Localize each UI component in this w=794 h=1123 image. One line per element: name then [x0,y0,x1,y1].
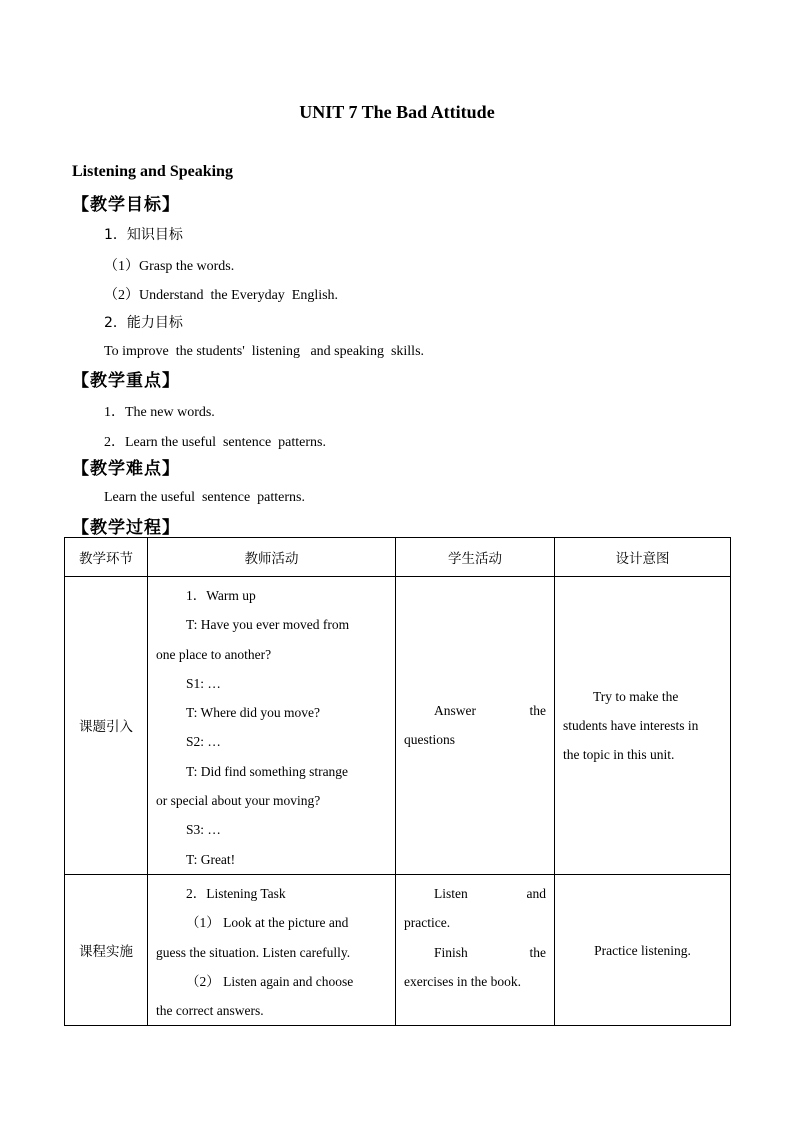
table-row [65,577,731,875]
text-word: Finish [434,944,468,960]
difficulties-text: Learn the useful sentence patterns. [104,490,305,505]
key-points-heading: 【教学重点】 [72,371,180,391]
knowledge-heading: 1．知识目标 [104,227,183,243]
key-point-2: 2．Learn the useful sentence patterns. [104,435,326,450]
ability-text: To improve the students' listening and speaking skills. [104,344,425,359]
text-line: Practice listening. [594,942,691,958]
column-header: 教学环节 [65,538,148,577]
text-word: Answer [434,703,476,719]
column-header: 设计意图 [555,538,731,577]
column-header: 教师活动 [148,538,396,577]
key-point-1: 1．The new words. [104,405,215,420]
student-activity-cell [396,577,555,875]
purpose-cell [555,577,731,875]
text-line: 2．Listening Task [186,885,286,901]
column-header: 学生活动 [396,538,555,577]
process-heading: 【教学过程】 [72,518,180,538]
text-line: S1: … [186,675,221,691]
document-title: UNIT 7 The Bad Attitude [299,102,495,122]
text-line: guess the situation. Listen carefully. [156,944,351,960]
text-line: T: Did find something strange [186,763,349,779]
text-line: T: Great! [186,851,236,867]
text-word: the [529,703,546,719]
text-line: students have interests in [563,717,699,733]
text-line: or special about your moving? [156,793,321,809]
text-line: 1．Warm up [186,588,256,603]
text-line: the topic in this unit. [563,747,675,763]
table-row [65,874,731,1025]
purpose-cell [555,874,731,1025]
section-heading: Listening and Speaking [72,163,233,180]
text-line: Try to make the [593,688,679,704]
knowledge-item-2: （2）Understand the Everyday English. [104,288,339,303]
text-line: practice. [404,915,451,931]
text-line: S2: … [186,734,221,750]
objectives-heading: 【教学目标】 [72,195,180,215]
text-line: （2） Listen again and choose [186,973,354,989]
text-line: the correct answers. [156,1003,264,1019]
stage-cell: 课程实施 [65,874,148,1025]
teacher-activity-cell [148,577,396,875]
text-word: the [529,944,546,960]
text-word: Listen [434,885,468,901]
difficulties-heading: 【教学难点】 [72,459,180,479]
stage-cell: 课题引入 [65,577,148,875]
text-line: exercises in the book. [404,973,521,989]
text-line: T: Have you ever moved from [186,617,350,633]
teacher-activity-cell [148,874,396,1025]
process-table [64,537,731,1026]
text-word: and [526,885,546,901]
text-line: T: Where did you move? [186,705,321,721]
table-header-row [65,538,731,577]
knowledge-item-1: （1）Grasp the words. [104,259,235,274]
text-line: （1） Look at the picture and [186,915,349,931]
text-line: S3: … [186,822,221,838]
text-line: questions [404,732,456,748]
student-activity-cell [396,874,555,1025]
ability-heading: 2．能力目标 [104,315,183,331]
text-line: one place to another? [156,646,272,662]
